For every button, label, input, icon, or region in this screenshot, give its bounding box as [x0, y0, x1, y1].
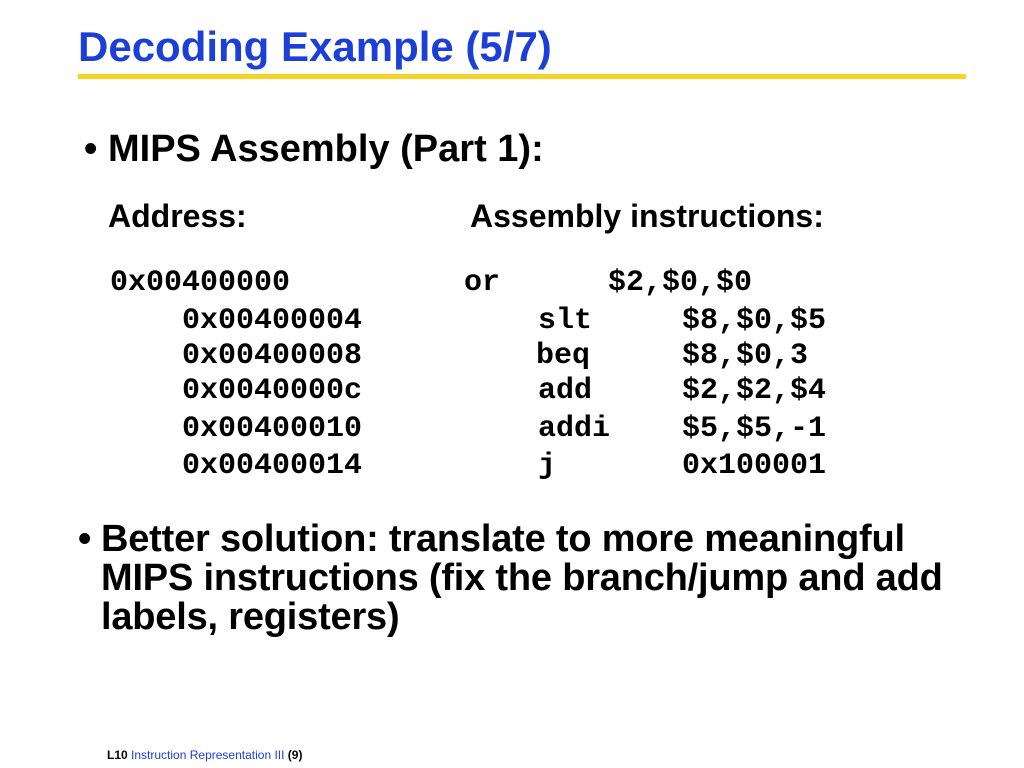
- code-address: 0x00400008: [182, 339, 363, 373]
- title-underline: [78, 74, 966, 79]
- code-operands: $8,$0,3: [682, 339, 809, 373]
- address-column-header: Address:: [108, 198, 247, 234]
- bullet-better-solution: [78, 520, 958, 637]
- bullet-text: Better solution: translate to more meaningful MIPS instructions (fix the branch/jump and add labels, registers): [101, 518, 943, 638]
- code-address: 0x0040000c: [182, 374, 363, 408]
- code-operands: 0x100001: [682, 449, 827, 483]
- bullet-dot-icon: •: [84, 128, 98, 170]
- code-row: [110, 448, 827, 484]
- bullet-mips-assembly: [84, 130, 544, 169]
- code-row: [110, 303, 827, 339]
- code-operands: $2,$0,$0: [608, 266, 753, 300]
- code-opcode: add: [538, 374, 593, 408]
- slide-title: Decoding Example (5/7): [78, 23, 552, 70]
- code-address: 0x00400010: [182, 412, 363, 446]
- code-row: [110, 411, 827, 447]
- code-opcode: beq: [536, 339, 591, 373]
- slide-footer: [107, 747, 302, 763]
- footer-page-number: (9): [287, 748, 303, 762]
- footer-course-title: Instruction Representation III: [131, 748, 285, 762]
- code-operands: $5,$5,-1: [682, 412, 827, 446]
- code-operands: $8,$0,$5: [682, 304, 827, 338]
- code-row: [110, 338, 809, 374]
- code-operands: $2,$2,$4: [682, 374, 827, 408]
- code-opcode: or: [464, 266, 501, 300]
- code-opcode: j: [538, 449, 557, 483]
- code-address: 0x00400000: [110, 266, 291, 300]
- bullet-dot-icon: •: [78, 518, 92, 560]
- code-opcode: addi: [538, 412, 611, 446]
- footer-lecture: L10: [107, 748, 128, 762]
- code-row: [110, 265, 753, 301]
- assembly-column-header: Assembly instructions:: [470, 198, 824, 234]
- bullet-text: MIPS Assembly (Part 1):: [108, 128, 544, 170]
- code-address: 0x00400014: [182, 449, 363, 483]
- code-opcode: slt: [538, 304, 593, 338]
- code-row: [110, 373, 827, 409]
- code-address: 0x00400004: [182, 304, 363, 338]
